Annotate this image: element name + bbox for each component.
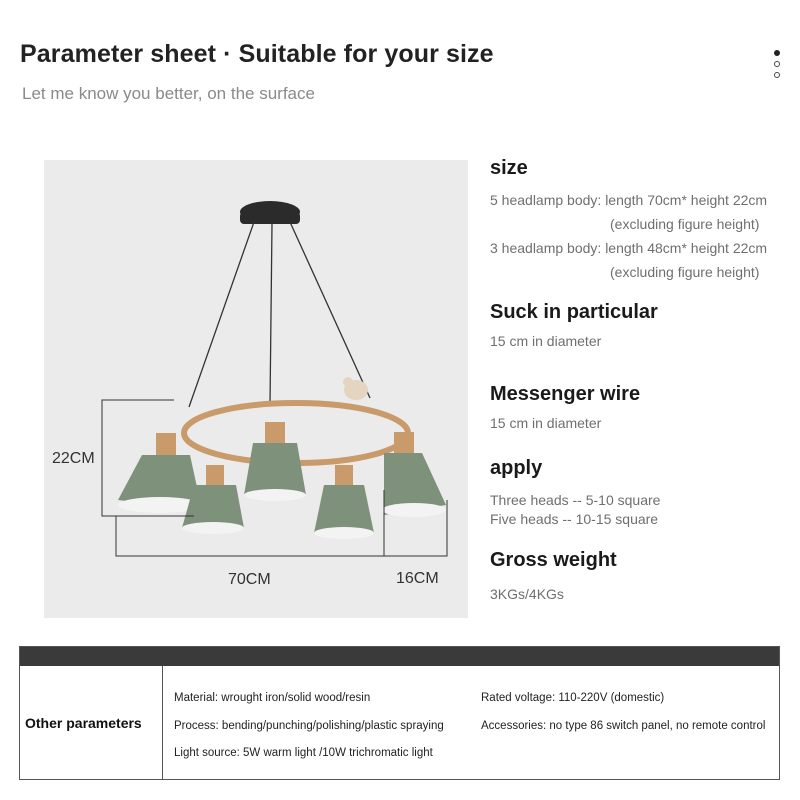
page-dot-1[interactable] (774, 50, 780, 56)
page-dot-3[interactable] (774, 72, 780, 78)
other-parameters-table (19, 646, 780, 780)
process-text: Process: bending/punching/polishing/plastic spraying (174, 720, 444, 732)
size-line-1-note: (excluding figure height) (610, 216, 760, 232)
apply-heading: apply (490, 457, 543, 479)
hanging-wire-right (290, 222, 370, 398)
height-dimension-label: 22CM (52, 450, 95, 467)
lamp-shade-4 (314, 485, 374, 533)
size-line-2-note: (excluding figure height) (610, 264, 760, 280)
page-dot-2[interactable] (774, 61, 780, 67)
lamp-shade-3 (244, 443, 306, 495)
suck-heading: Suck in particular (490, 301, 658, 323)
light-source-text: Light source: 5W warm light /10W trichromatic light (174, 747, 433, 759)
table-header-bar (20, 647, 779, 666)
hanging-wire-left (189, 222, 254, 407)
other-parameters-label: Other parameters (25, 714, 142, 731)
page-indicator[interactable] (774, 50, 782, 83)
size-line-2: 3 headlamp body: length 48cm* height 22cm (490, 240, 768, 256)
apply-line-2: Five heads -- 10-15 square (490, 511, 659, 527)
wire-heading: Messenger wire (490, 383, 641, 405)
length-dimension-label: 70CM (228, 571, 271, 588)
page-subtitle: Let me know you better, on the surface (22, 84, 315, 103)
shade-dimension-label: 16CM (396, 570, 439, 587)
voltage-text: Rated voltage: 110-220V (domestic) (481, 692, 665, 704)
table-label-cell (20, 666, 163, 779)
accessories-text: Accessories: no type 86 switch panel, no remote control (481, 720, 766, 732)
chandelier-illustration (44, 160, 468, 618)
size-line-1: 5 headlamp body: length 70cm* height 22cm (490, 192, 768, 208)
material-text: Material: wrought iron/solid wood/resin (174, 692, 371, 704)
hanging-wire-center (270, 224, 272, 405)
product-image (44, 160, 468, 618)
page-title: Parameter sheet · Suitable for your size (20, 40, 494, 68)
size-heading: size (490, 157, 528, 179)
suck-text: 15 cm in diameter (490, 333, 602, 349)
apply-line-1: Three heads -- 5-10 square (490, 492, 661, 508)
weight-text: 3KGs/4KGs (490, 586, 564, 602)
wire-text: 15 cm in diameter (490, 415, 602, 431)
canopy-plate (240, 212, 300, 224)
weight-heading: Gross weight (490, 549, 617, 571)
